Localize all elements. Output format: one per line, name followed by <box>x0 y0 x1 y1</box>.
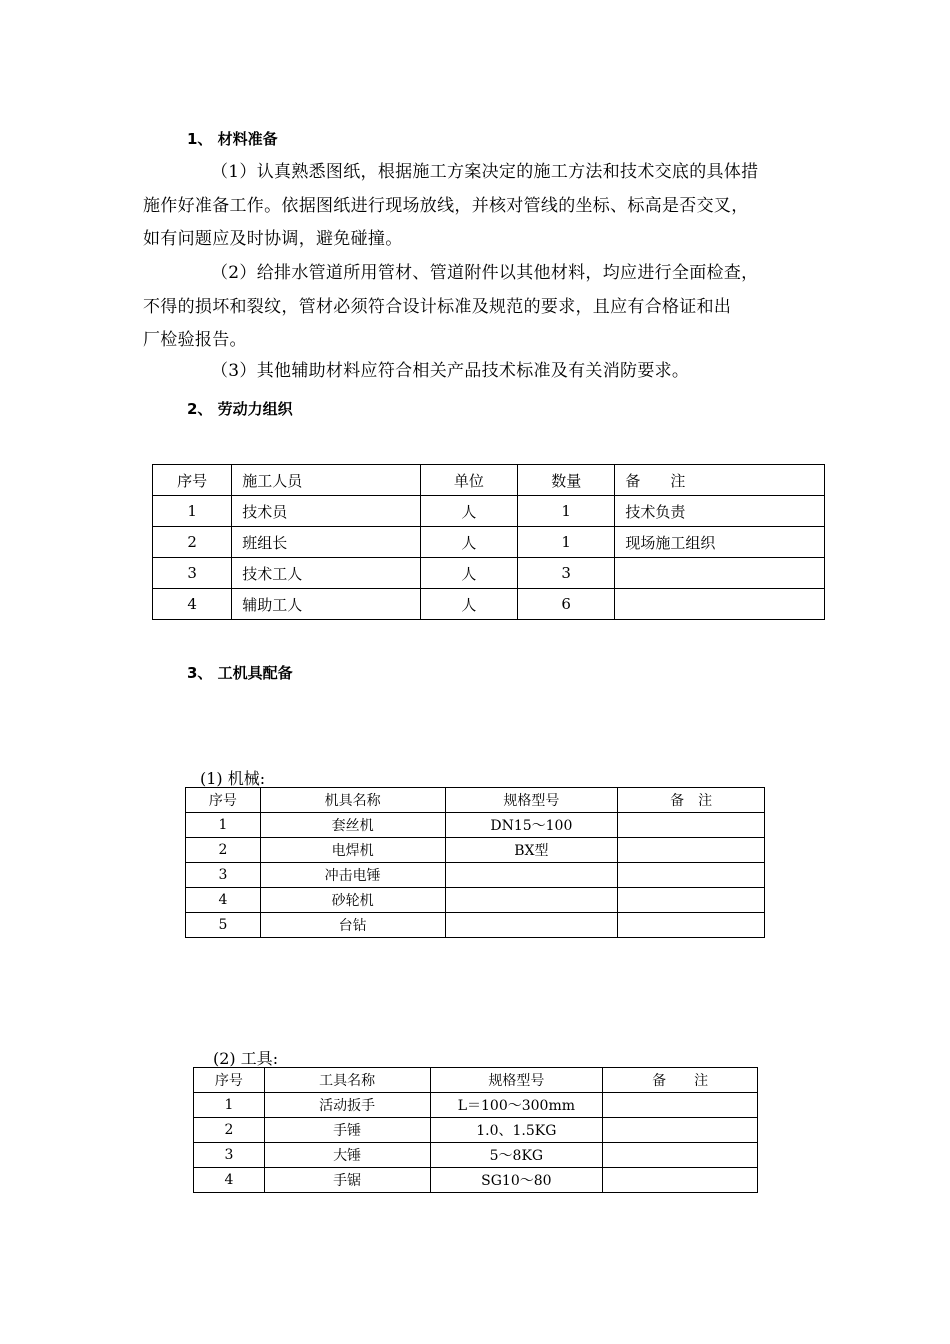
table-cell <box>615 589 825 620</box>
equipment-heading: 3、 工机具配备 <box>187 664 293 682</box>
table-header-row <box>153 465 825 496</box>
table-cell: 技术负责 <box>615 496 825 527</box>
table-cell <box>603 1143 758 1168</box>
table-cell: 1.0、1.5KG <box>430 1118 603 1143</box>
paragraph-line: 施作好准备工作。依据图纸进行现场放线，并核对管线的坐标、标高是否交叉， <box>143 195 749 216</box>
table-cell: 辅助工人 <box>232 589 421 620</box>
table-row <box>194 1118 758 1143</box>
table-cell: BX型 <box>445 838 618 863</box>
header-cell: 规格型号 <box>445 788 618 813</box>
paragraph-line: 不得的损坏和裂纹，管材必须符合设计标准及规范的要求，且应有合格证和出 <box>143 296 732 317</box>
table-cell: 冲击电锤 <box>260 863 445 888</box>
materials-heading: 1、 材料准备 <box>187 130 278 148</box>
table-cell: 1 <box>518 527 615 558</box>
paragraph-line: 如有问题应及时协调，避免碰撞。 <box>143 229 403 249</box>
table-cell: 1 <box>194 1093 265 1118</box>
header-cell: 备 注 <box>618 788 765 813</box>
machinery-table <box>185 787 765 938</box>
labor-heading: 2、 劳动力组织 <box>187 400 293 418</box>
table-cell <box>618 888 765 913</box>
labor-table <box>152 464 825 620</box>
table-cell: 1 <box>518 496 615 527</box>
table-cell: 4 <box>194 1168 265 1193</box>
table-row <box>153 496 825 527</box>
table-cell: 人 <box>420 558 517 589</box>
table-cell: 台钻 <box>260 913 445 938</box>
header-cell: 规格型号 <box>430 1068 603 1093</box>
table-row <box>153 527 825 558</box>
table-cell: 人 <box>420 589 517 620</box>
table-cell <box>618 913 765 938</box>
header-cell: 序号 <box>194 1068 265 1093</box>
table-row <box>153 558 825 589</box>
table-row <box>194 1168 758 1193</box>
table-row <box>186 913 765 938</box>
table-cell: 砂轮机 <box>260 888 445 913</box>
table-cell: 技术员 <box>232 496 421 527</box>
table-cell: 1 <box>186 813 261 838</box>
table-cell <box>615 558 825 589</box>
table-cell: 手锤 <box>264 1118 430 1143</box>
table-cell <box>603 1168 758 1193</box>
table-cell <box>445 863 618 888</box>
paragraph-line: （3）其他辅助材料应符合相关产品技术标准及有关消防要求。 <box>211 361 690 381</box>
paragraph-line: 厂检验报告。 <box>143 330 247 350</box>
table-row <box>186 863 765 888</box>
table-row <box>194 1093 758 1118</box>
header-cell: 机具名称 <box>260 788 445 813</box>
table-cell: 3 <box>153 558 232 589</box>
table-cell <box>603 1093 758 1118</box>
table-cell: 4 <box>153 589 232 620</box>
table-cell: 人 <box>420 527 517 558</box>
table-row <box>194 1143 758 1168</box>
header-cell: 备 注 <box>603 1068 758 1093</box>
table-cell <box>445 913 618 938</box>
table-cell: 1 <box>153 496 232 527</box>
table-row <box>186 838 765 863</box>
table-cell: 活动扳手 <box>264 1093 430 1118</box>
table-cell: 手锯 <box>264 1168 430 1193</box>
table-cell <box>445 888 618 913</box>
table-cell: 技术工人 <box>232 558 421 589</box>
table-cell <box>618 863 765 888</box>
table-cell: L＝100～300mm <box>430 1093 603 1118</box>
table-cell <box>603 1118 758 1143</box>
tools-table <box>193 1067 758 1193</box>
table-cell <box>618 813 765 838</box>
header-cell: 工具名称 <box>264 1068 430 1093</box>
table-cell <box>618 838 765 863</box>
table-cell: 3 <box>194 1143 265 1168</box>
table-cell: 4 <box>186 888 261 913</box>
paragraph-line: （1）认真熟悉图纸，根据施工方案决定的施工方法和技术交底的具体措 <box>211 162 759 182</box>
header-cell: 序号 <box>186 788 261 813</box>
table-cell: 5～8KG <box>430 1143 603 1168</box>
table-cell: 套丝机 <box>260 813 445 838</box>
table-cell: 大锤 <box>264 1143 430 1168</box>
table-row <box>186 813 765 838</box>
table-header-row <box>194 1068 758 1093</box>
table-cell: 电焊机 <box>260 838 445 863</box>
header-cell: 序号 <box>153 465 232 496</box>
tools-label: (2) 工具: <box>213 1049 279 1068</box>
table-cell: 3 <box>518 558 615 589</box>
header-cell: 备 注 <box>615 465 825 496</box>
table-cell: 5 <box>186 913 261 938</box>
table-cell: 人 <box>420 496 517 527</box>
table-cell: DN15～100 <box>445 813 618 838</box>
table-cell: SG10～80 <box>430 1168 603 1193</box>
header-cell: 数量 <box>518 465 615 496</box>
table-cell: 2 <box>153 527 232 558</box>
header-cell: 施工人员 <box>232 465 421 496</box>
table-cell: 班组长 <box>232 527 421 558</box>
table-cell: 2 <box>186 838 261 863</box>
table-cell: 2 <box>194 1118 265 1143</box>
paragraph-line: （2）给排水管道所用管材、管道附件以其他材料，均应进行全面检查， <box>211 263 759 283</box>
table-cell: 现场施工组织 <box>615 527 825 558</box>
table-cell: 6 <box>518 589 615 620</box>
table-header-row <box>186 788 765 813</box>
materials-paragraph-1 <box>143 156 823 257</box>
materials-paragraph-2 <box>143 257 823 358</box>
table-cell: 3 <box>186 863 261 888</box>
header-cell: 单位 <box>420 465 517 496</box>
materials-paragraph-3 <box>143 355 823 389</box>
table-row <box>153 589 825 620</box>
machinery-label: (1) 机械: <box>200 769 266 788</box>
table-row <box>186 888 765 913</box>
